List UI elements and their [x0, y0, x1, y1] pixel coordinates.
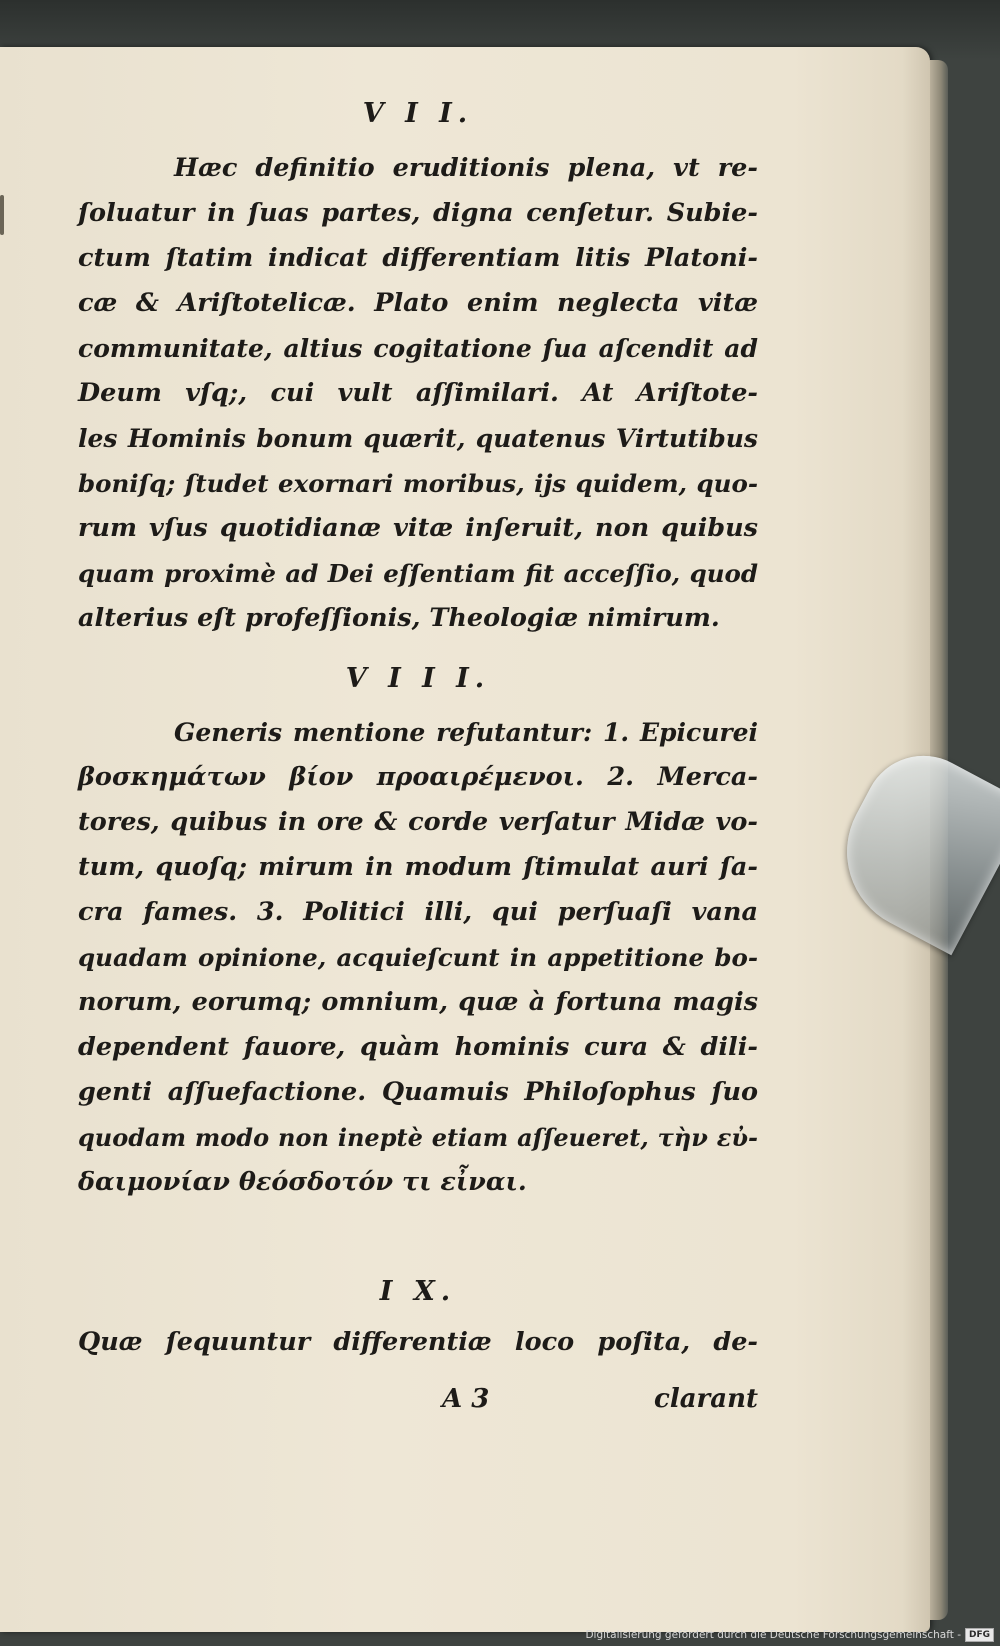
text-line: alterius eſt profeſſionis, Theologiæ nimirum.: [78, 603, 720, 633]
text-line: communitate, altius cogitatione ſua aſcendit ad: [78, 334, 758, 363]
text-line: ſoluatur in ſuas partes, digna cenſetur. Subie-: [78, 198, 758, 228]
text-line: Generis mentione refutantur: 1. Epicurei: [174, 718, 758, 747]
text-line: cra fames. 3. Politici illi, qui perſuaſi vana: [78, 897, 758, 927]
text-line: les Hominis bonum quærit, quatenus Virtutibus: [78, 424, 758, 453]
section-body-vii: [78, 146, 758, 641]
text-line: quam proximè ad Dei eſſentiam fit acceſſio, quod: [78, 559, 758, 588]
section-body-ix: [78, 1320, 758, 1365]
text-line: norum, eorumq; omnium, quæ à fortuna magis: [78, 987, 758, 1017]
text-line: quadam opinione, acquieſcunt in appetitione bo-: [78, 943, 758, 972]
section-heading-vii: V I I.: [362, 98, 474, 129]
text-line: Hæc definitio eruditionis plena, vt re-: [174, 153, 758, 183]
text-line: tores, quibus in ore & corde verſatur Midæ vo-: [78, 807, 758, 837]
credit-text: Digitalisierung gefördert durch die Deutsche Forschungsgemeinschaft -: [585, 1629, 961, 1641]
text-line: cæ & Ariſtotelicæ. Plato enim neglecta vitæ: [78, 288, 758, 318]
text-line: Quæ ſequuntur differentiæ loco poſita, de-: [78, 1327, 758, 1357]
text-line: genti aſſuefactione. Quamuis Philoſophus ſuo: [78, 1077, 758, 1107]
catchword: clarant: [653, 1384, 758, 1414]
section-heading-ix: I X.: [379, 1276, 457, 1307]
digitization-credit: [585, 1628, 994, 1642]
text-line: ctum ſtatim indicat differentiam litis Platoni-: [78, 243, 758, 273]
text-line: βοσκημάτων βίον προαιρέμενοι. 2. Merca-: [78, 762, 758, 792]
section-body-viii: [78, 710, 758, 1205]
text-line: dependent fauore, quàm hominis cura & dili-: [78, 1032, 758, 1062]
text-line: quodam modo non ineptè etiam aſſeueret, τὴν εὐ-: [78, 1123, 758, 1152]
text-line: boniſq; ſtudet exornari moribus, ijs quidem, quo-: [78, 469, 758, 498]
text-line: Deum vſq;, cui vult aſſimilari. At Ariſtote-: [78, 378, 758, 408]
dfg-logo: DFG: [965, 1628, 994, 1642]
text-line: rum vſus quotidianæ vitæ inſeruit, non quibus: [78, 513, 758, 543]
signature-mark: A 3: [442, 1384, 490, 1414]
binding-mark: [0, 195, 4, 235]
section-heading-viii: V I I I.: [345, 663, 491, 694]
text-line: tum, quoſq; mirum in modum ſtimulat auri ſa-: [78, 852, 758, 882]
text-line: δαιμονίαν θεόσδοτόν τι εἶναι.: [78, 1167, 527, 1197]
